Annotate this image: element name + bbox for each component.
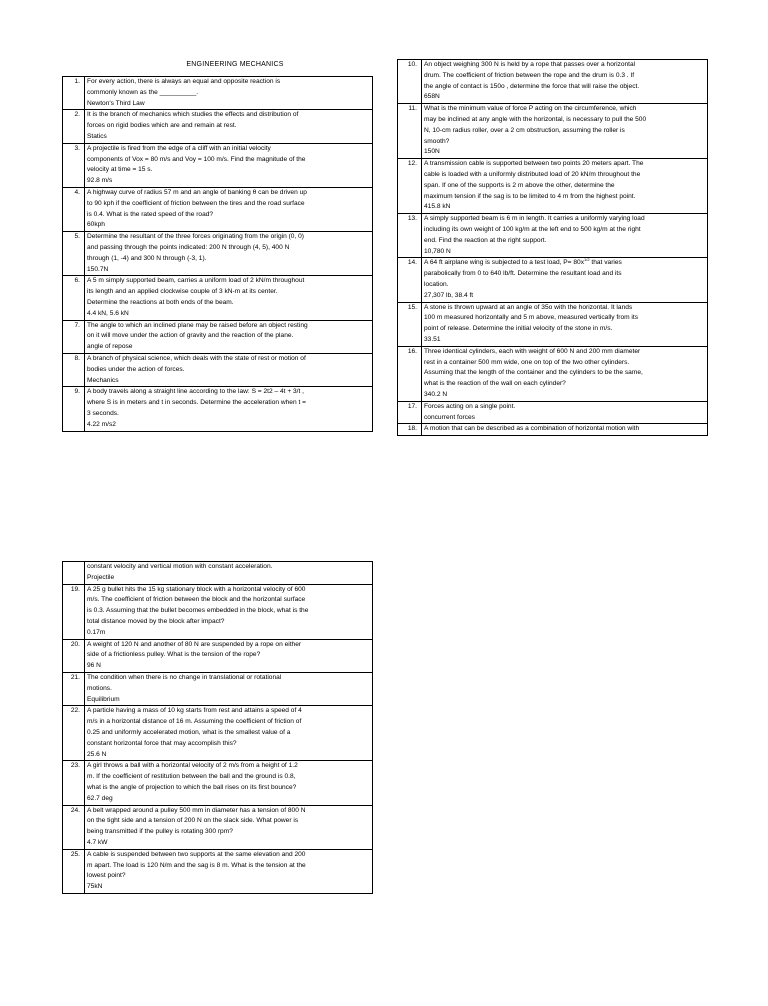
question-row: [63, 276, 373, 320]
answer: 62.7 deg: [87, 794, 113, 802]
question-line: the angle of contact is 150o , determine the force that will raise the object.: [424, 82, 640, 90]
question-line: rest in a container 500 mm wide, one on top of the two other cylinders.: [424, 358, 630, 366]
question-line: Three identical cylinders, each with weight of 600 N and 200 mm diameter: [424, 347, 641, 355]
question-number: 24.: [63, 805, 85, 849]
question-line: total distance moved by the block after impact?: [87, 617, 225, 625]
question-number: 25.: [63, 849, 85, 893]
question-text: [85, 187, 373, 231]
question-line: A cable is suspended between two supports at the same elevation and 200: [87, 850, 306, 858]
question-line: where S is in meters and t in seconds. Determine the acceleration when t =: [87, 399, 306, 407]
question-text: [85, 562, 373, 585]
question-line: A stone is thrown upward at an angle of 35o with the horizontal. It lands: [424, 303, 633, 311]
question-line: cable is loaded with a uniformly distributed load of 20 kN/m throughout the: [424, 170, 641, 178]
question-number: 23.: [63, 761, 85, 805]
question-row: [398, 401, 708, 424]
question-number: 16.: [398, 346, 422, 401]
question-row: [63, 761, 373, 805]
question-line: constant velocity and vertical motion with constant acceleration.: [87, 563, 273, 570]
question-row: [63, 805, 373, 849]
answer: 0.17m: [87, 628, 106, 636]
question-line: what is the reaction of the wall on each cylinder?: [424, 380, 566, 388]
question-line: velocity at time = 15 s.: [87, 166, 153, 174]
question-line: A 64 ft airplane wing is subjected to a test load, $P= 80x^{1/2}$ that varies: [424, 257, 622, 267]
question-line: Assuming that the length of the container and the cylinders to be the same,: [424, 369, 643, 377]
question-number: 2.: [63, 110, 85, 143]
question-row: [63, 187, 373, 231]
question-text: [422, 424, 708, 436]
question-line: smooth?: [424, 137, 450, 145]
question-line: on the tight side and a tension of 200 N on the slack side. What power is: [87, 817, 299, 825]
question-text: [422, 104, 708, 159]
question-row: [398, 346, 708, 401]
question-line: end. Find the reaction at the right support.: [424, 236, 547, 244]
answer: 27,307 lb, 38.4 ft: [424, 291, 474, 299]
question-line: 100 m measured horizontally and 5 m above, measured vertically from its: [424, 314, 639, 322]
question-row: [398, 214, 708, 258]
question-text: [85, 672, 373, 705]
question-line: m. If the coefficient of restitution between the ball and the ground is 0.8,: [87, 773, 296, 781]
question-line: m/s. The coefficient of friction between the block and the horizontal surface: [87, 596, 306, 604]
question-line: and passing through the points indicated: 200 N through (4, 5), 400 N: [87, 243, 290, 251]
question-line: A motion that can be described as a combination of horizontal motion with: [424, 425, 640, 433]
question-text: [422, 214, 708, 258]
question-row: [398, 104, 708, 159]
question-text: [85, 77, 373, 110]
answer: 60kph: [87, 221, 105, 229]
question-line: through (1, -4) and 300 N through (-3, 1).: [87, 254, 207, 262]
question-line: For every action, there is always an equal and opposite reaction is: [87, 78, 281, 85]
question-line: maximum tension if the sag is to be limited to 4 m from the highest point.: [424, 192, 636, 200]
question-number: 5.: [63, 232, 85, 276]
question-line: N, 10-cm radius roller, over a 2 cm obstruction, assuming the roller is: [424, 126, 625, 134]
question-number: 7.: [63, 320, 85, 353]
question-line: A transmission cable is supported between two points 20 meters apart. The: [424, 160, 644, 168]
question-text: [85, 276, 373, 320]
question-line: its length and an applied clockwise couple of 3 kN-m at its center.: [87, 288, 278, 296]
question-text: [85, 232, 373, 276]
question-text: [85, 143, 373, 187]
question-line: location.: [424, 280, 449, 288]
question-text: [85, 584, 373, 639]
question-line: A 25 g bullet hits the 15 kg stationary block with a horizontal velocity of 600: [87, 585, 306, 593]
question-table-bottom: [62, 561, 373, 894]
answer: 4.22 m/s2: [87, 420, 116, 428]
answer: Mechanics: [87, 376, 119, 384]
answer: 658N: [424, 93, 440, 101]
question-number: 6.: [63, 276, 85, 320]
question-line: m/s in a horizontal distance of 16 m. Assuming the coefficient of friction of: [87, 718, 302, 726]
question-line: The condition when there is no change in translational or rotational: [87, 673, 282, 681]
question-text: [422, 401, 708, 424]
answer: 4.4 kN, 5.6 kN: [87, 309, 129, 317]
question-text: [85, 387, 373, 431]
question-number: 9.: [63, 387, 85, 431]
question-line: including its own weight of 100 kg/m at the left end to 500 kg/m at the right: [424, 225, 641, 233]
question-text: [85, 639, 373, 672]
question-line: A 5 m simply supported beam, carries a uniform load of 2 kN/m throughout: [87, 277, 305, 285]
question-line: A belt wrapped around a pulley 500 mm in diameter has a tension of 800 N: [87, 806, 306, 814]
answer: 33.51: [424, 335, 441, 343]
question-line: commonly known as the __________.: [87, 88, 199, 96]
question-row: [63, 77, 373, 110]
question-row: [63, 353, 373, 386]
answer: 92.8 m/s: [87, 177, 113, 185]
question-line: The angle to which an inclined plane may be raised before an object resting: [87, 321, 308, 329]
question-number: 12.: [398, 159, 422, 214]
question-number: 13.: [398, 214, 422, 258]
question-line: on it will move under the action of gravity and the reaction of the plane.: [87, 332, 294, 340]
question-table-right: [397, 59, 708, 436]
question-text: [422, 302, 708, 346]
question-line: bodies under the action of forces.: [87, 365, 185, 373]
question-line: motions.: [87, 684, 112, 692]
question-number: [63, 562, 85, 585]
question-text: [422, 159, 708, 214]
question-table-left: [62, 76, 373, 432]
question-number: 1.: [63, 77, 85, 110]
question-line: A highway curve of radius 57 m and an angle of banking θ can be driven up: [87, 188, 307, 196]
answer: Equilibrium: [87, 695, 120, 703]
answer: Projectile: [87, 573, 115, 581]
question-line: A branch of physical science, which deals with the state of rest or motion of: [87, 354, 306, 362]
question-number: 14.: [398, 258, 422, 302]
question-row: [63, 387, 373, 431]
question-row: [398, 258, 708, 302]
question-row: [398, 302, 708, 346]
question-number: 19.: [63, 584, 85, 639]
question-number: 15.: [398, 302, 422, 346]
question-line: Forces acting on a single point.: [424, 402, 516, 410]
question-row: [398, 424, 708, 436]
question-row: [63, 143, 373, 187]
answer: concurrent forces: [424, 413, 475, 421]
answer: 10,780 N: [424, 247, 451, 255]
question-line: parabolically from 0 to 640 lb/ft. Determine the resultant load and its: [424, 270, 622, 278]
question-line: may be inclined at any angle with the horizontal, is necessary to pull the 500: [424, 115, 647, 123]
superscript: 1/2: [584, 257, 590, 263]
question-line: being transmitted if the pulley is rotating 300 rpm?: [87, 828, 233, 836]
question-row: [63, 672, 373, 705]
question-line: forces on rigid bodies which are and remain at rest.: [87, 122, 237, 130]
question-number: 17.: [398, 401, 422, 424]
question-line: lowest point?: [87, 872, 126, 880]
answer: 25.6 N: [87, 750, 107, 758]
question-number: 22.: [63, 706, 85, 761]
question-line: What is the minimum value of force P acting on the circumference, which: [424, 105, 637, 113]
question-row: [63, 706, 373, 761]
question-number: 21.: [63, 672, 85, 705]
question-text: [85, 805, 373, 849]
question-row: [63, 320, 373, 353]
question-number: 18.: [398, 424, 422, 436]
question-number: 11.: [398, 104, 422, 159]
question-line: is 0.3. Assuming that the bullet becomes embedded in the block, what is the: [87, 607, 309, 615]
question-line: to 90 kph if the coefficient of friction between the tires and the road surface: [87, 199, 305, 207]
question-row: [63, 849, 373, 893]
answer: 150N: [424, 148, 440, 156]
question-row: [398, 159, 708, 214]
question-row: [63, 584, 373, 639]
answer: angle of repose: [87, 343, 133, 351]
question-text: [85, 761, 373, 805]
question-number: 4.: [63, 187, 85, 231]
question-line: constant horizontal force that may accomplish this?: [87, 739, 237, 747]
question-row: [398, 60, 708, 104]
question-line: Determine the reactions at both ends of the beam.: [87, 298, 234, 306]
question-line: span. If one of the supports is 2 m above the other, determine the: [424, 181, 615, 189]
question-line: A girl throws a ball with a horizontal velocity of 2 m/s from a height of 1.2: [87, 762, 298, 770]
question-number: 10.: [398, 60, 422, 104]
question-line: 3 seconds.: [87, 409, 119, 417]
question-text: [85, 320, 373, 353]
question-text: [85, 706, 373, 761]
question-line: It is the branch of mechanics which studies the effects and distribution of: [87, 111, 299, 119]
page-title: ENGINEERING MECHANICS: [186, 61, 284, 68]
question-line: side of a frictionless pulley. What is the tension of the rope?: [87, 651, 261, 659]
answer: Statics: [87, 132, 107, 140]
question-line: what is the angle of projection to which the ball rises on its first bounce?: [87, 783, 297, 791]
question-line: m apart. The load is 120 N/m and the sag is 8 m. What is the tension at the: [87, 861, 306, 869]
question-text: [422, 346, 708, 401]
question-number: 3.: [63, 143, 85, 187]
question-row: [63, 639, 373, 672]
question-text: [85, 110, 373, 143]
answer: 75kN: [87, 883, 103, 891]
question-line: A weight of 120 N and another of 80 N are suspended by a rope on either: [87, 640, 302, 648]
question-line: A particle having a mass of 10 kg starts from rest and attains a speed of 4: [87, 707, 302, 715]
question-line: An object weighing 300 N is held by a rope that passes over a horizontal: [424, 61, 636, 68]
question-line: A body travels along a straight line according to the law: S = 2t2 – 4t + 3/t ,: [87, 388, 304, 396]
answer: 150.7N: [87, 265, 109, 273]
question-row: [63, 110, 373, 143]
question-row: [63, 232, 373, 276]
question-line: point of release. Determine the initial velocity of the stone in m/s.: [424, 325, 613, 333]
question-line: components of Vox = 80 m/s and Voy = 100 m/s. Find the magnitude of the: [87, 155, 306, 163]
question-text: [422, 60, 708, 104]
answer: Newton's Third Law: [87, 99, 145, 107]
question-line: A projectile is fired from the edge of a cliff with an initial velocity: [87, 144, 271, 152]
question-line: 0.25 and uniformly accelerated motion, what is the smallest value of a: [87, 728, 291, 736]
question-number: 8.: [63, 353, 85, 386]
question-text: [85, 353, 373, 386]
question-line: drum. The coefficient of friction between the rope and the drum is 0.3 . If: [424, 71, 635, 79]
question-text: [422, 258, 708, 302]
question-text: [85, 849, 373, 893]
question-line: Determine the resultant of the three forces originating from the origin (0, 0): [87, 233, 304, 241]
answer: 415.8 kN: [424, 203, 451, 211]
question-line: A simply supported beam is 6 m in length. It carries a uniformly varying load: [424, 215, 645, 223]
question-number: 20.: [63, 639, 85, 672]
answer: 340.2 N: [424, 390, 448, 398]
question-row: [63, 562, 373, 585]
question-line: is 0.4. What is the rated speed of the road?: [87, 210, 214, 218]
answer: 4.7 kW: [87, 838, 108, 846]
answer: 96 N: [87, 662, 101, 670]
